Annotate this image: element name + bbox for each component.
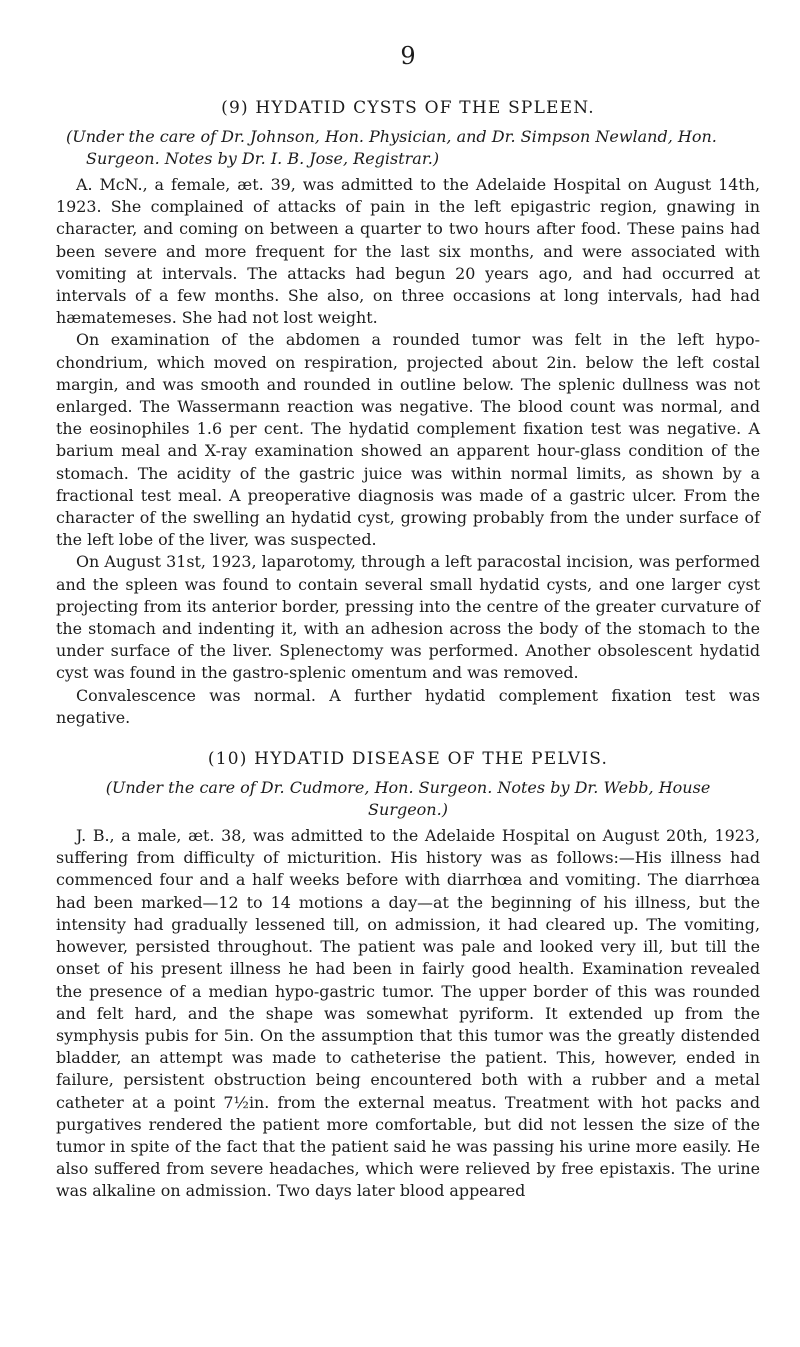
section-spleen [56,96,760,729]
case-paragraph: J. B., a male, æt. 38, was admitted to the Adelaide Hospital on August 20th, 1923, suffering from difficulty of micturition. His history was as follows:—His illness had commenced four and a half weeks before with diarrhœa and vomiting. The diarrhœa had been marked—12 to 14 motions a day—at the beginning of his illness, but the intensity had gradually lessened till, on admission, it had cleared up. The vomiting, however, persisted throughout. The patient was pale and looked very ill, but till the onset of his present illness he had been in fairly good health. Examination revealed the presence of a median hypo-gastric tumor. The upper border of this was rounded and felt hard, and the shape was somewhat pyriform. It extended up from the symphysis pubis for 5in. On the assumption that this tumor was the greatly distended bladder, an attempt was made to catheterise the patient. This, however, ended in failure, persistent obstruction being encountered both with a rubber and a metal catheter at a point 7½in. from the external meatus. Treatment with hot packs and purgatives rendered the patient more comfortable, but did not lessen the size of the tumor in spite of the fact that the patient said he was passing his urine more easily. He also suffered from severe headaches, which were relieved by free epistaxis. The urine was alkaline on admission. Two days later blood appeared [56,826,760,1201]
section-spacer [56,729,760,747]
section-byline: (Under the care of Dr. Cudmore, Hon. Surgeon. Notes by Dr. Webb, House Surgeon.) [105,778,711,820]
section-pelvis [56,747,760,1202]
case-paragraph: On examination of the abdomen a rounded tumor was felt in the left hypo-chondrium, which moved on respiration, projected about 2in. below the left costal margin, and was smooth and rounded in outline below. The splenic dullness was not enlarged. The Wassermann reaction was negative. The blood count was normal, and the eosinophiles 1.6 per cent. The hydatid complement fixation test was negative. A barium meal and X-ray examination showed an apparent hour-glass condition of the stomach. The acidity of the gastric juice was within normal limits, as shown by a fractional test meal. A preoperative diagnosis was made of a gastric ulcer. From the character of the swelling an hydatid cyst, growing probably from the under surface of the left lobe of the liver, was suspected. [56,330,760,550]
section-heading: (9) HYDATID CYSTS OF THE SPLEEN. [221,98,595,118]
case-paragraph: On August 31st, 1923, laparotomy, through a left paracostal incision, was performed and the spleen was found to contain several small hydatid cysts, and one larger cyst projecting from its anterior border, pressing into the centre of the greater curvature of the stomach and indenting it, with an adhesion across the body of the stomach to the under surface of the liver. Splenectomy was performed. Another obsolescent hydatid cyst was found in the gastro-splenic omentum and was removed. [56,552,760,683]
section-byline: (Under the care of Dr. Johnson, Hon. Physician, and Dr. Simpson Newland, Hon. Surgeon. Notes by Dr. I. B. Jose, Registrar.) [66,127,717,168]
page-number: 9 [400,42,416,70]
case-paragraph: A. McN., a female, æt. 39, was admitted to the Adelaide Hospital on August 14th, 1923. She complained of attacks of pain in the left epigastric region, gnawing in character, and coming on between a quarter to two hours after food. These pains had been severe and more frequent for the last six months, and were associated with vomiting at intervals. The attacks had begun 20 years ago, and had occurred at intervals of a few months. She also, on three occasions at long intervals, had had hæmatemeses. She had not lost weight. [56,175,760,328]
section-heading: (10) HYDATID DISEASE OF THE PELVIS. [207,749,609,770]
document-page [56,42,760,1203]
case-paragraph: Convalescence was normal. A further hydatid complement fixation test was negative. [56,685,760,727]
